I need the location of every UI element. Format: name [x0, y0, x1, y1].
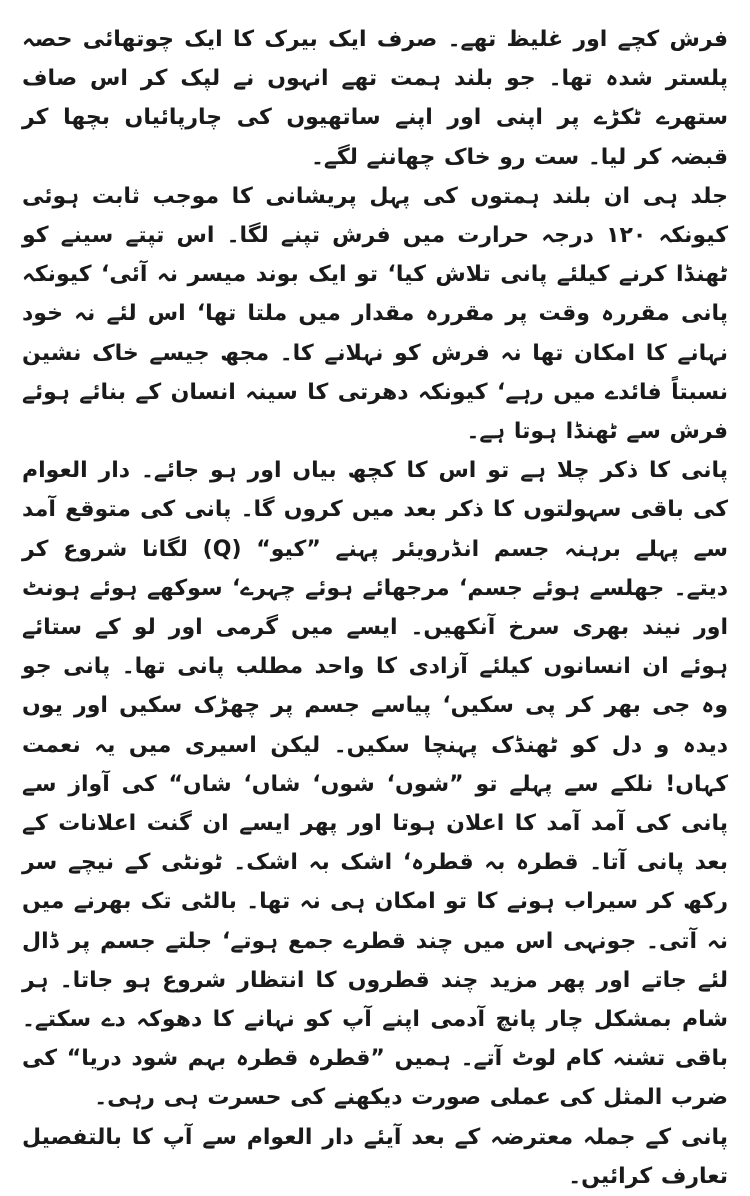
- paragraph-introduction: پانی کے جملہ معترضہ کے بعد آیئے دار العوام سے آپ کا بالتفصیل تعارف کرائیں۔: [22, 1124, 728, 1189]
- paragraph-heat-and-water: جلد ہی ان بلند ہمتوں کی پہل پریشانی کا موجب ثابت ہوئی کیونکہ ۱۲۰ درجہ حرارت میں فرش تپنے لگا۔ اس تپتے سینے کو ٹھنڈا کرنے کیلئے پانی تلاش کیا‘ تو ایک بوند میسر نہ آئی‘ کیونکہ پانی مقررہ وقت پر مقررہ مقدار میں ملتا تھا‘ اس لئے نہ خود نہانے کا امکان تھا نہ فرش کو نہلانے کا۔ مجھ جیسے خاک نشین نسبتاً فائدے میں رہے‘ کیونکہ دھرتی کا سینہ انسان کے بنائے ہوئے فرش سے ٹھنڈا ہوتا ہے۔: [22, 183, 728, 445]
- paragraph-floors-and-beds: فرش کچے اور غلیظ تھے۔ صرف ایک بیرک کا ایک چوتھائی حصہ پلستر شدہ تھا۔ جو بلند ہمت تھے انہوں نے لپک کر اس صاف ستھرے ٹکڑے پر اپنی اور اپنے ساتھیوں کی چارپائیاں بچھا کر قبضہ کر لیا۔ ست رو خاک چھاننے لگے۔: [22, 27, 728, 170]
- paragraph-water-queue: پانی کا ذکر چلا ہے تو اس کا کچھ بیاں اور ہو جائے۔ دار العوام کی باقی سہولتوں کا ذکر بعد میں کروں گا۔ پانی کی متوقع آمد سے پہلے برہنہ جسم انڈرویئر پہنے ”کیو“ (Q) لگانا شروع کر دیتے۔ جھلسے ہوئے جسم‘ مرجھائے ہوئے چہرے‘ سوکھے ہوئے ہونٹ اور نیند بھری سرخ آنکھیں۔ ایسے میں گرمی اور لو کے ستائے ہوئے ان انسانوں کیلئے آزادی کا واحد مطلب پانی تھا۔ پانی جو وہ جی بھر کر پی سکیں‘ پیاسے جسم پر چھڑک سکیں اور یوں دیدہ و دل کو ٹھنڈک پہنچا سکیں۔ لیکن اسیری میں یہ نعمت کہاں! نلکے سے پہلے تو ”شوں‘ شوں‘ شاں‘ شاں“ کی آواز سے پانی کی آمد آمد کا اعلان ہوتا اور پھر ایسے ان گنت اعلانات کے بعد پانی آتا۔ قطرہ بہ قطرہ‘ اشک بہ اشک۔ ٹونٹی کے نیچے سر رکھ کر سیراب ہونے کا تو امکان ہی نہ تھا۔ بالٹی تک بھرنے میں نہ آتی۔ جونہی اس میں چند قطرے جمع ہوتے‘ جلتے جسم پر ڈال لئے جاتے اور پھر مزید چند قطروں کا انتظار شروع ہو جاتا۔ ہر شام بمشکل چار پانچ آدمی اپنے آپ کو نہانے کا دھوکہ دے سکتے۔ باقی تشنہ کام لوٹ آتے۔ ہمیں ”قطرہ قطرہ بہم شود دریا“ کی ضرب المثل کی عملی صورت دیکھنے کی حسرت ہی رہی۔: [22, 458, 729, 1111]
